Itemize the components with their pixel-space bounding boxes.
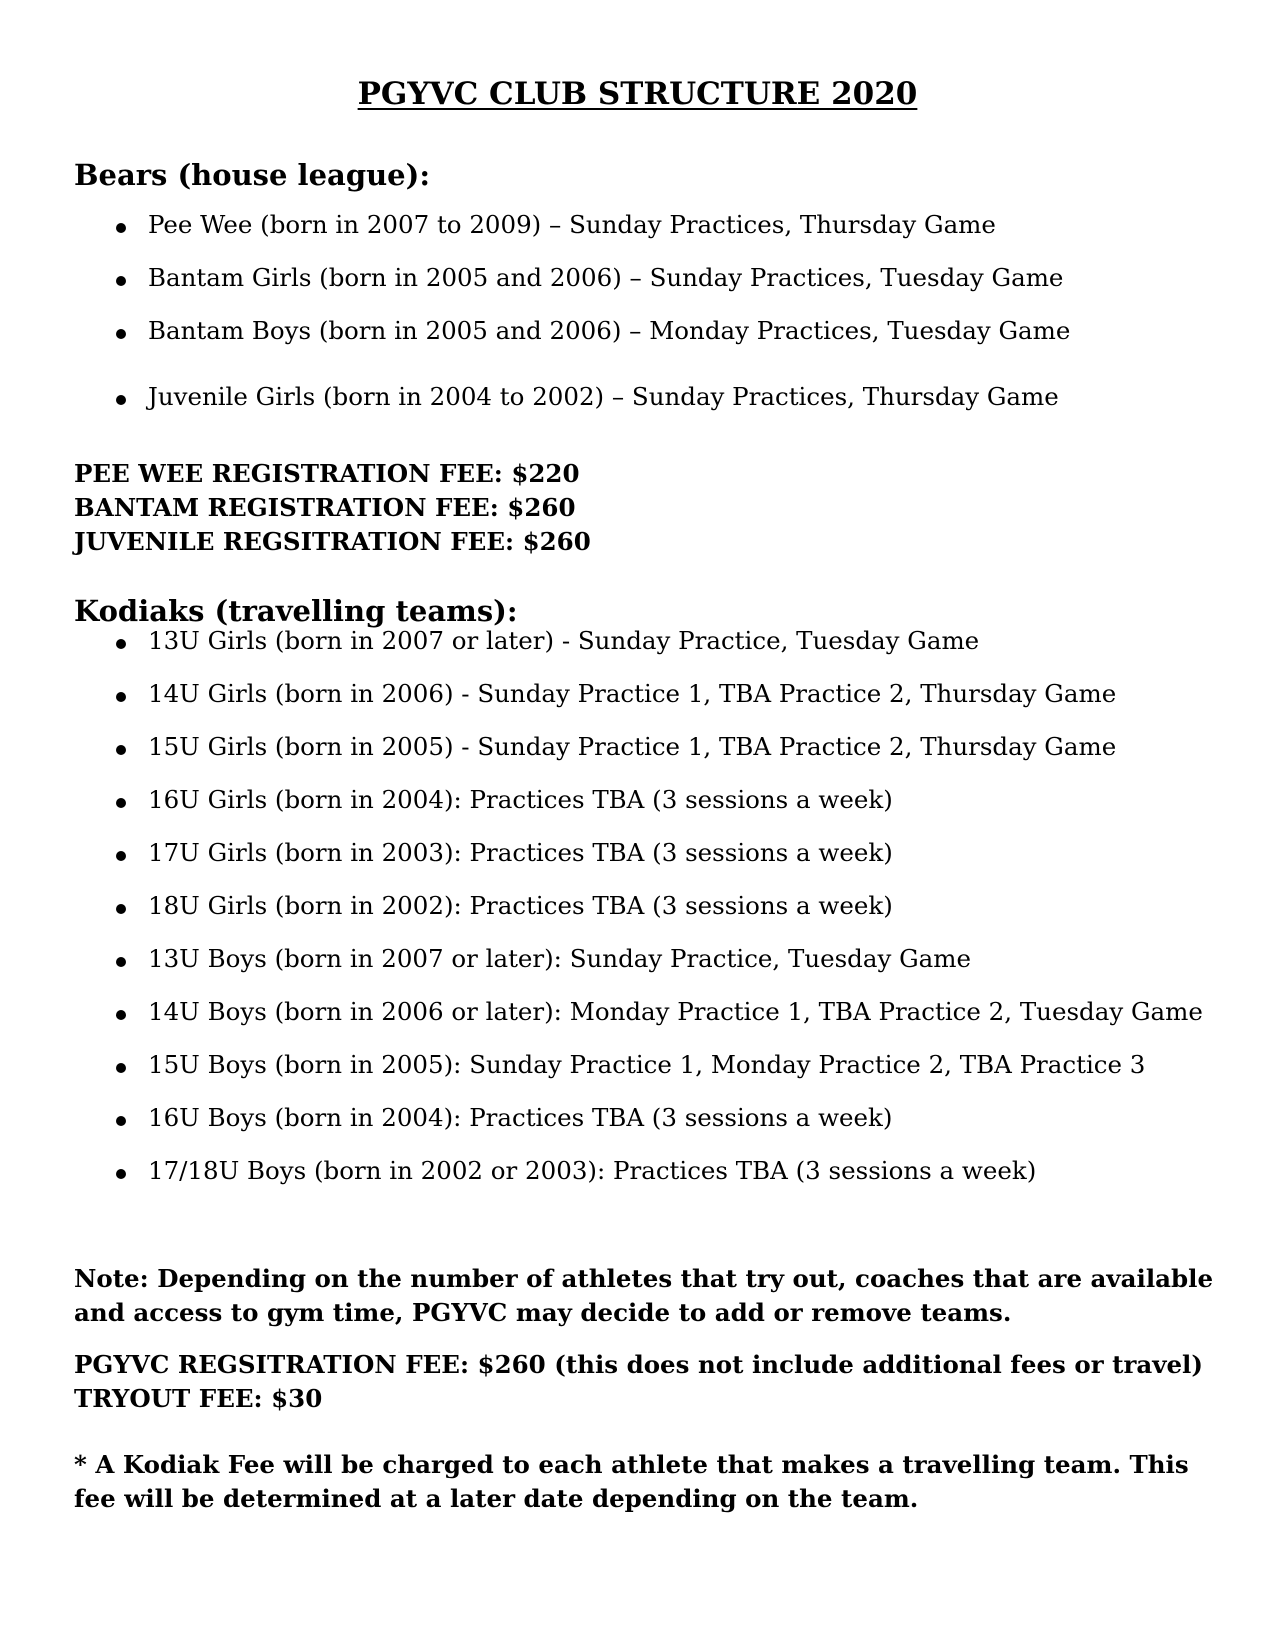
list-item: 16U Boys (born in 2004): Practices TBA (3 sessions a week) xyxy=(148,1103,893,1132)
list-item: Pee Wee (born in 2007 to 2009) – Sunday Practices, Thursday Game xyxy=(148,210,996,239)
bantam-fee: BANTAM REGISTRATION FEE: $260 xyxy=(74,493,576,522)
pee-wee-fee: PEE WEE REGISTRATION FEE: $220 xyxy=(74,459,580,488)
list-item: 15U Boys (born in 2005): Sunday Practice 1, Monday Practice 2, TBA Practice 3 xyxy=(148,1050,1146,1079)
list-item: 15U Girls (born in 2005) - Sunday Practice 1, TBA Practice 2, Thursday Game xyxy=(148,732,1117,761)
pgyvc-registration-fee: PGYVC REGSITRATION FEE: $260 (this does not include additional fees or travel) xyxy=(74,1350,1203,1379)
kodiak-fee-note: * A Kodiak Fee will be charged to each athlete that makes a travelling team. This fee will be determined at a later date depending on the team. xyxy=(74,1450,1189,1513)
teams-note: Note: Depending on the number of athletes that try out, coaches that are available and access to gym time, PGYVC may decide to add or remove teams. xyxy=(74,1264,1214,1327)
pgyvc-fees xyxy=(74,1348,1203,1416)
list-item: Bantam Girls (born in 2005 and 2006) – Sunday Practices, Tuesday Game xyxy=(148,263,1064,292)
page-title: PGYVC CLUB STRUCTURE 2020 xyxy=(357,76,918,112)
bears-heading: Bears (house league): xyxy=(74,158,431,192)
bears-fees xyxy=(74,457,591,559)
list-item: 13U Boys (born in 2007 or later): Sunday Practice, Tuesday Game xyxy=(148,944,972,973)
list-item: 14U Girls (born in 2006) - Sunday Practice 1, TBA Practice 2, Thursday Game xyxy=(148,679,1117,708)
list-item: 14U Boys (born in 2006 or later): Monday Practice 1, TBA Practice 2, Tuesday Game xyxy=(148,997,1203,1026)
list-item: 16U Girls (born in 2004): Practices TBA (3 sessions a week) xyxy=(148,785,893,814)
list-item: 17U Girls (born in 2003): Practices TBA (3 sessions a week) xyxy=(148,838,893,867)
list-item: Juvenile Girls (born in 2004 to 2002) – Sunday Practices, Thursday Game xyxy=(148,382,1059,411)
kodiaks-heading: Kodiaks (travelling teams): xyxy=(74,594,518,628)
list-item: 13U Girls (born in 2007 or later) - Sunday Practice, Tuesday Game xyxy=(148,626,980,655)
list-item: 18U Girls (born in 2002): Practices TBA (3 sessions a week) xyxy=(148,891,893,920)
list-item: 17/18U Boys (born in 2002 or 2003): Practices TBA (3 sessions a week) xyxy=(148,1156,1037,1185)
list-item: Bantam Boys (born in 2005 and 2006) – Monday Practices, Tuesday Game xyxy=(148,316,1071,345)
juvenile-fee: JUVENILE REGSITRATION FEE: $260 xyxy=(74,527,591,556)
tryout-fee: TRYOUT FEE: $30 xyxy=(74,1384,323,1413)
